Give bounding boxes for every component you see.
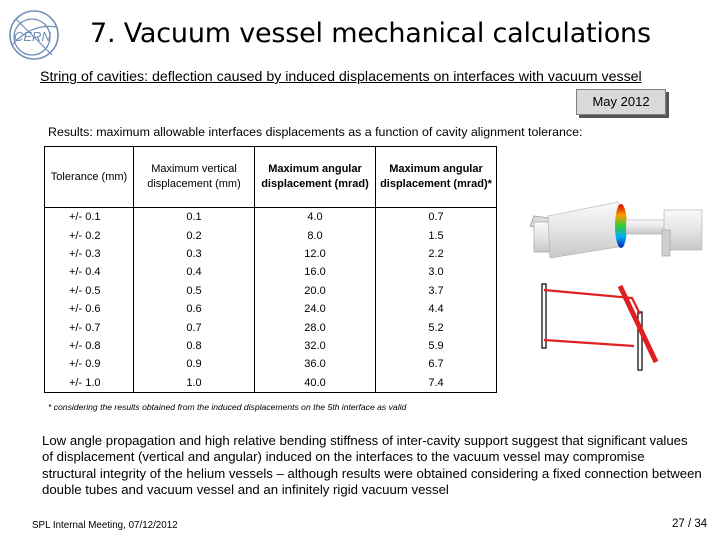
cell-max-angular-star: 0.7 <box>376 208 497 227</box>
table-row <box>45 208 497 227</box>
cell-max-vertical: 1.0 <box>134 374 255 393</box>
table-header-row <box>45 147 497 208</box>
deflection-diagram <box>536 276 664 372</box>
cell-tolerance: +/- 0.3 <box>45 245 134 263</box>
cell-max-angular-star: 2.2 <box>376 245 497 263</box>
cell-tolerance: +/- 0.4 <box>45 263 134 281</box>
cell-max-angular: 32.0 <box>255 337 376 355</box>
cell-tolerance: +/- 0.2 <box>45 226 134 244</box>
cell-max-angular: 28.0 <box>255 318 376 336</box>
table-row <box>45 300 497 318</box>
header-tolerance: Tolerance (mm) <box>45 147 134 208</box>
cell-max-angular: 8.0 <box>255 226 376 244</box>
table-row <box>45 282 497 300</box>
cell-max-vertical: 0.6 <box>134 300 255 318</box>
cell-tolerance: +/- 0.1 <box>45 208 134 227</box>
table-footnote: * considering the results obtained from the induced displacements on the 5th interface as valid <box>48 402 407 412</box>
header-max-vertical: Maximum vertical displacement (mm) <box>134 147 255 208</box>
cell-max-vertical: 0.1 <box>134 208 255 227</box>
cell-tolerance: +/- 0.6 <box>45 300 134 318</box>
cell-max-vertical: 0.8 <box>134 337 255 355</box>
cell-max-angular-star: 4.4 <box>376 300 497 318</box>
slide-subtitle: String of cavities: deflection caused by induced displacements on interfaces with vacuum vessel <box>40 69 642 85</box>
table-row <box>45 226 497 244</box>
table-row <box>45 374 497 393</box>
cern-logo-icon <box>2 5 62 65</box>
table-row <box>45 318 497 336</box>
cell-tolerance: +/- 1.0 <box>45 374 134 393</box>
cell-max-angular-star: 5.9 <box>376 337 497 355</box>
cern-logo <box>2 5 62 65</box>
header-max-angular-star: Maximum angular displacement (mrad)* <box>376 147 497 208</box>
table-row <box>45 355 497 373</box>
cell-max-angular-star: 7.4 <box>376 374 497 393</box>
cell-max-vertical: 0.4 <box>134 263 255 281</box>
cell-max-vertical: 0.9 <box>134 355 255 373</box>
cell-max-angular: 36.0 <box>255 355 376 373</box>
header-max-angular: Maximum angular displacement (mrad) <box>255 147 376 208</box>
footer-event: SPL Internal Meeting, 07/12/2012 <box>32 520 178 531</box>
date-badge: May 2012 <box>576 89 666 115</box>
displacement-table <box>44 146 497 393</box>
table-row <box>45 245 497 263</box>
cell-tolerance: +/- 0.5 <box>45 282 134 300</box>
fea-cavity-figure <box>528 200 708 266</box>
table-row <box>45 263 497 281</box>
deflection-diagram-image <box>536 276 664 372</box>
cell-max-angular-star: 3.7 <box>376 282 497 300</box>
cell-max-vertical: 0.2 <box>134 226 255 244</box>
cell-max-angular: 40.0 <box>255 374 376 393</box>
cell-max-angular-star: 5.2 <box>376 318 497 336</box>
cell-tolerance: +/- 0.7 <box>45 318 134 336</box>
cell-max-angular-star: 6.7 <box>376 355 497 373</box>
cell-max-angular: 12.0 <box>255 245 376 263</box>
cell-max-vertical: 0.7 <box>134 318 255 336</box>
cell-tolerance: +/- 0.9 <box>45 355 134 373</box>
cell-max-angular: 16.0 <box>255 263 376 281</box>
table-row <box>45 337 497 355</box>
cell-max-angular: 24.0 <box>255 300 376 318</box>
logo-text: CERN <box>14 29 51 44</box>
page-number: 27 / 34 <box>672 518 708 530</box>
cell-max-vertical: 0.3 <box>134 245 255 263</box>
cell-max-angular-star: 3.0 <box>376 263 497 281</box>
slide-title: 7. Vacuum vessel mechanical calculations <box>90 18 651 49</box>
conclusion-paragraph: Low angle propagation and high relative bending stiffness of inter-cavity support suggest that significant values of displacement (vertical and angular) induced on the interfaces to the vacuum vessel may compromise structural integrity of the helium vessels – although results were obtained considering a fixed connection between double tubes and vacuum vessel and an infinitely rigid vacuum vessel <box>42 433 702 498</box>
cell-max-vertical: 0.5 <box>134 282 255 300</box>
cell-max-angular: 4.0 <box>255 208 376 227</box>
results-caption: Results: maximum allowable interfaces displacements as a function of cavity alignment tolerance: <box>48 125 583 139</box>
cell-max-angular-star: 1.5 <box>376 226 497 244</box>
fea-cavity-image <box>528 200 708 266</box>
cell-tolerance: +/- 0.8 <box>45 337 134 355</box>
cell-max-angular: 20.0 <box>255 282 376 300</box>
